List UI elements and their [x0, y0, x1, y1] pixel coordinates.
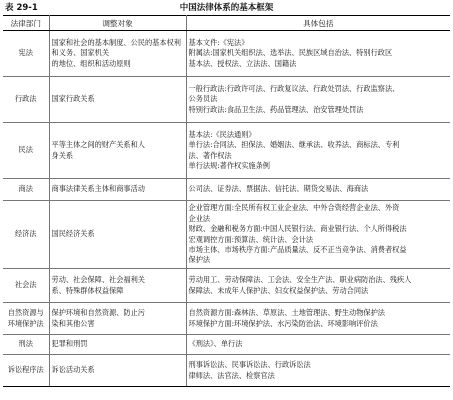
cell-adjusts: 国家行政关系 — [49, 77, 186, 123]
cell-category: 经济法 — [3, 201, 49, 269]
cell-adjusts: 犯罪和刑罚 — [49, 335, 186, 355]
table-row — [3, 269, 450, 303]
cell-adjusts: 国家和社会的基本制度、公民的基本权利和义务、国家机关 的地位、组织和活动原则 — [49, 31, 186, 77]
table-row — [3, 335, 450, 355]
legal-system-table — [3, 15, 450, 387]
cell-includes: 基本文件:《宪法》 附属法:国家机关组织法、选举法、民族区域自治法、特别行政区 基本法、授权法、立法法、国籍法 — [186, 31, 450, 77]
cell-includes: 自然资源方面:森林法、草原法、土地管理法、野生动物保护法 环境保护方面:环境保护法、水污染防治法、环境影响评价法 — [186, 303, 450, 335]
cell-includes: 一般行政法:行政许可法、行政复议法、行政处罚法、行政监察法、 公务员法 特别行政法:食品卫生法、药品管理法、治安管理处罚法 — [186, 77, 450, 123]
cell-includes: 公司法、证券法、票据法、信托法、期货交易法、海商法 — [186, 179, 450, 201]
cell-category: 行政法 — [3, 77, 49, 123]
table-row — [3, 31, 450, 77]
cell-category: 自然资源与 环境保护法 — [3, 303, 49, 335]
table-row — [3, 303, 450, 335]
cell-category: 民法 — [3, 123, 49, 179]
table-row — [3, 77, 450, 123]
header-includes: 具体包括 — [186, 16, 450, 31]
cell-category: 宪法 — [3, 31, 49, 77]
table-row — [3, 355, 450, 387]
cell-adjusts: 商事法律关系主体和商事活动 — [49, 179, 186, 201]
cell-includes: 劳动用工、劳动保障法、工会法、安全生产法、职业病防治法、残疾人 保障法、未成年人保护法、妇女权益保护法、劳动合同法 — [186, 269, 450, 303]
table-title: 中国法律体系的基本框架 — [179, 3, 274, 13]
header-adjusts: 调整对象 — [49, 16, 186, 31]
cell-includes: 刑事诉讼法、民事诉讼法、行政诉讼法 律师法、法官法、检察官法 — [186, 355, 450, 387]
cell-category: 商法 — [3, 179, 49, 201]
cell-adjusts: 平等主体之间的财产关系和人 身关系 — [49, 123, 186, 179]
table-row — [3, 123, 450, 179]
cell-category: 刑法 — [3, 335, 49, 355]
table-caption — [3, 2, 450, 15]
table-row — [3, 201, 450, 269]
cell-includes: 基本法:《民法通则》 单行法:合同法、担保法、婚姻法、继承法、收养法、商标法、专利 法、著作权法 单行法规:著作权实施条例 — [186, 123, 450, 179]
cell-category: 诉讼程序法 — [3, 355, 49, 387]
cell-adjusts: 诉讼活动关系 — [49, 355, 186, 387]
table-row — [3, 179, 450, 201]
cell-adjusts: 保护环境和自然资源、防止污 染和其他公害 — [49, 303, 186, 335]
cell-includes: 《刑法》、单行法 — [186, 335, 450, 355]
table-number: 表 29-1 — [5, 3, 38, 13]
cell-adjusts: 劳动、社会保障、社会福利关 系、特殊群体权益保障 — [49, 269, 186, 303]
header-category: 法律部门 — [3, 16, 49, 31]
table-header-row — [3, 16, 450, 31]
cell-category: 社会法 — [3, 269, 49, 303]
cell-adjusts: 国民经济关系 — [49, 201, 186, 269]
cell-includes: 企业管理方面:全民所有权工业企业法、中外合资经营企业法、外资 企业法 财政、金融和税务方面:中国人民银行法、商业银行法、个人所得税法 宏观调控方面:预算法、统计法、会计法 市场主体、市场秩序方面:产品质量法、反不正当竞争法、消费者权益 保护法 — [186, 201, 450, 269]
